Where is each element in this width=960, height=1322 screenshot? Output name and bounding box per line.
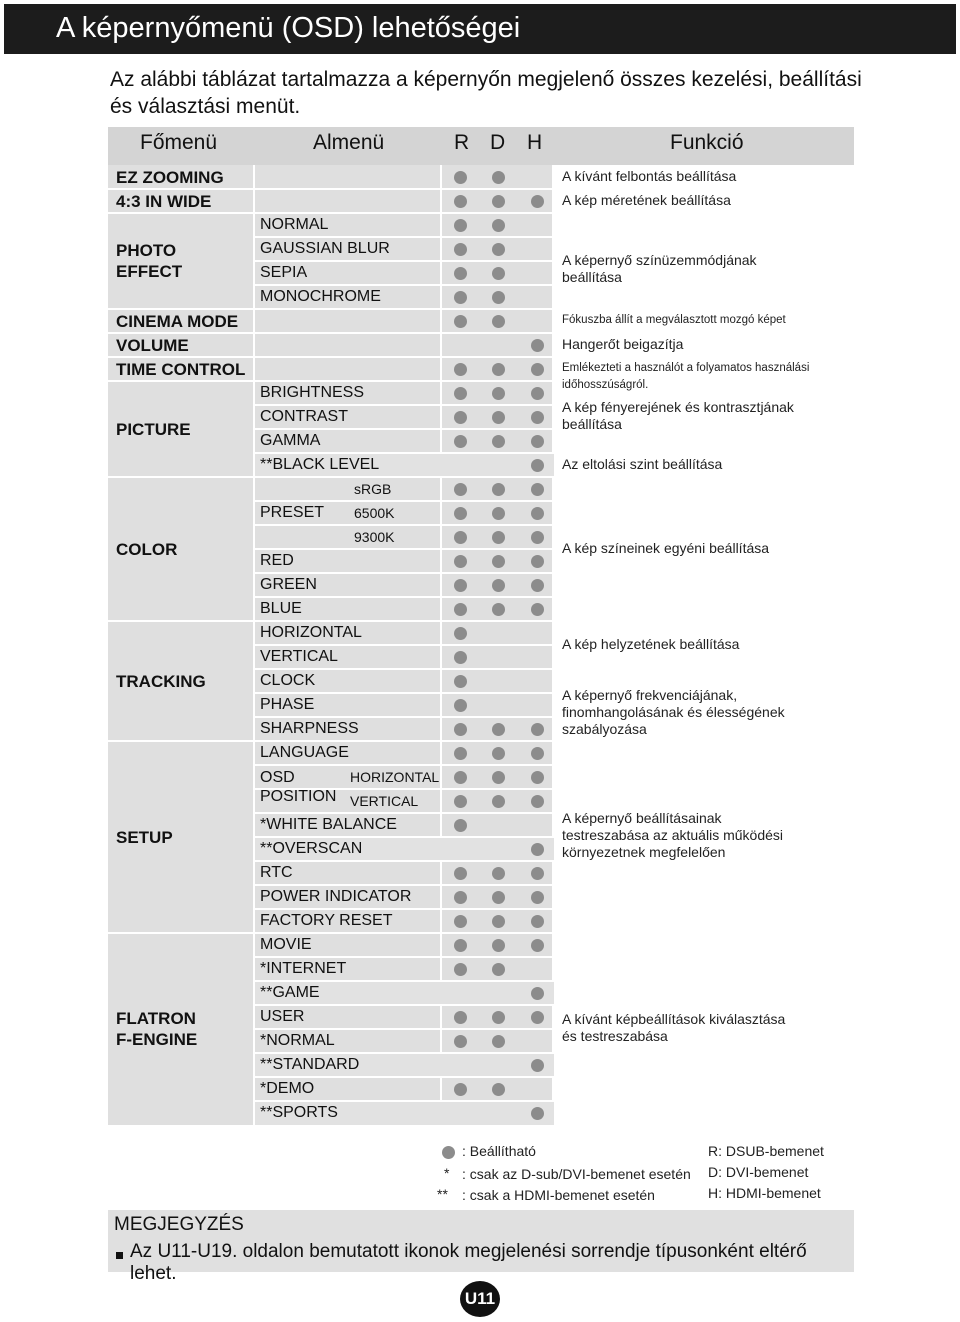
function-description: A kép méretének beállítása	[562, 192, 731, 208]
submenu-item: USER	[260, 1008, 305, 1025]
submenu-item: *DEMO	[260, 1080, 315, 1097]
row-separator	[255, 260, 554, 262]
support-dot-d	[492, 1011, 505, 1024]
legend-h: H: HDMI-bemenet	[708, 1185, 821, 1201]
support-dot-r	[454, 219, 467, 232]
support-dot-d	[492, 891, 505, 904]
osd-table	[108, 127, 854, 1137]
main-menu-item: VOLUME	[116, 335, 189, 355]
row-separator	[255, 596, 554, 598]
row-separator	[255, 620, 554, 622]
support-dot-d	[492, 915, 505, 928]
row-separator	[255, 548, 554, 550]
row-separator	[255, 452, 554, 454]
submenu-item: PHASE	[260, 696, 315, 713]
row-separator	[255, 236, 554, 238]
support-dot-h	[531, 771, 544, 784]
support-dot-r	[454, 267, 467, 280]
submenu-item: *NORMAL	[260, 1032, 335, 1049]
row-separator	[255, 500, 554, 502]
support-dot-r	[454, 651, 467, 664]
support-dot-d	[492, 531, 505, 544]
main-menu-item: CINEMA MODE	[116, 311, 239, 331]
support-dot-r	[454, 555, 467, 568]
page-number-badge: U11	[460, 1281, 500, 1317]
submenu-item: BLUE	[260, 600, 302, 617]
support-dot-r	[454, 195, 467, 208]
function-description: A kép helyzetének beállítása	[562, 636, 740, 652]
support-dot-h	[531, 843, 544, 856]
main-menu-item: COLOR	[116, 539, 178, 559]
bullet-square-icon	[116, 1252, 123, 1259]
submenu-item: GAUSSIAN BLUR	[260, 240, 390, 257]
support-dot-h	[531, 531, 544, 544]
support-dot-r	[454, 747, 467, 760]
group-separator	[108, 212, 255, 214]
support-dot-r	[454, 771, 467, 784]
support-dot-h	[531, 339, 544, 352]
support-dot-d	[492, 219, 505, 232]
support-dot-r	[454, 603, 467, 616]
row-separator	[255, 380, 554, 382]
submenu-item: SEPIA	[260, 264, 308, 281]
legend-d: D: DVI-bemenet	[708, 1164, 809, 1180]
support-dot-h	[531, 435, 544, 448]
title-bar	[4, 4, 956, 54]
support-dot-r	[454, 507, 467, 520]
row-separator	[255, 284, 554, 286]
legend-dstar-symbol: **	[437, 1186, 448, 1202]
main-menu-item: TRACKING	[116, 671, 206, 691]
support-dot-r	[454, 939, 467, 952]
row-separator	[255, 908, 554, 910]
function-description: A képernyő beállításainak testreszabása az aktuális működési környezetnek megfelelően	[562, 810, 783, 860]
function-description: A képernyő színüzemmódjának beállítása	[562, 252, 757, 285]
support-dot-r	[454, 723, 467, 736]
support-dot-r	[454, 291, 467, 304]
row-separator	[255, 740, 554, 742]
header-submenu: Almenü	[313, 131, 385, 154]
submenu-item-preset: PRESET	[260, 504, 325, 521]
row-separator	[255, 860, 554, 862]
submenu-item: VERTICAL	[260, 648, 338, 665]
submenu-item: SHARPNESS	[260, 720, 359, 737]
support-dot-d	[492, 723, 505, 736]
group-separator	[108, 932, 255, 934]
submenu-sub-item: 6500K	[354, 505, 395, 521]
page-title: A képernyőmenü (OSD) lehetőségei	[56, 12, 521, 44]
main-menu-item: SETUP	[116, 827, 173, 847]
support-dot-d	[492, 939, 505, 952]
support-dot-d	[492, 387, 505, 400]
submenu-sub-item: VERTICAL	[350, 793, 419, 809]
legend-star-symbol: *	[444, 1165, 450, 1181]
header-main-menu: Főmenü	[140, 131, 218, 154]
legend-star-text: : csak az D-sub/DVI-bemenet esetén	[462, 1166, 691, 1182]
submenu-item: **OVERSCAN	[260, 840, 363, 857]
row-separator	[255, 980, 554, 982]
support-dot-h	[531, 867, 544, 880]
row-separator	[255, 668, 554, 670]
submenu-item: **SPORTS	[260, 1104, 338, 1121]
support-dot-d	[492, 243, 505, 256]
row-separator	[255, 764, 554, 766]
submenu-item: NORMAL	[260, 216, 329, 233]
support-dot-d	[492, 363, 505, 376]
support-dot-h	[531, 987, 544, 1000]
main-menu-item: PHOTO EFFECT	[116, 241, 183, 281]
submenu-item: MONOCHROME	[260, 288, 381, 305]
support-dot-r	[454, 819, 467, 832]
row-separator	[255, 692, 554, 694]
legend-dstar-text: : csak a HDMI-bemenet esetén	[462, 1187, 655, 1203]
submenu-sub-item: HORIZONTAL	[350, 769, 440, 785]
submenu-item: GREEN	[260, 576, 317, 593]
function-description: A kép fényerejének és kontrasztjának beállítása	[562, 399, 794, 432]
support-dot-h	[531, 603, 544, 616]
support-dot-r	[454, 915, 467, 928]
row-separator	[255, 404, 554, 406]
submenu-sub-item: 9300K	[354, 529, 395, 545]
row-separator	[255, 812, 554, 814]
main-menu-item: 4:3 IN WIDE	[116, 191, 212, 211]
support-dot-r	[454, 963, 467, 976]
main-menu-item: EZ ZOOMING	[116, 167, 224, 187]
support-dot-h	[531, 507, 544, 520]
function-description: Emlékezteti a használót a folyamatos használási időhosszúságról.	[562, 362, 810, 391]
support-dot-d	[492, 195, 505, 208]
function-description: A képernyő frekvenciájának, finomhangolásának és élességének szabályozása	[562, 687, 785, 737]
row-separator	[255, 1004, 554, 1006]
legend-r: R: DSUB-bemenet	[708, 1143, 824, 1159]
row-separator	[255, 1076, 554, 1078]
support-dot-r	[454, 411, 467, 424]
row-separator	[255, 1100, 554, 1102]
legend-dot-text: : Beállítható	[462, 1143, 536, 1159]
group-separator	[108, 476, 255, 478]
submenu-item: HORIZONTAL	[260, 624, 362, 641]
support-dot-d	[492, 579, 505, 592]
submenu-item: RTC	[260, 864, 293, 881]
group-separator	[108, 740, 255, 742]
main-menu-item: FLATRON F-ENGINE	[116, 1009, 198, 1049]
row-separator	[255, 308, 554, 310]
submenu-item: LANGUAGE	[260, 744, 349, 761]
row-separator	[255, 428, 554, 430]
group-separator	[108, 380, 255, 382]
row-separator	[255, 356, 554, 358]
support-dot-r	[454, 795, 467, 808]
support-dot-r	[454, 699, 467, 712]
function-description: Az eltolási szint beállítása	[562, 456, 723, 472]
row-separator	[255, 644, 554, 646]
note-box	[108, 1210, 854, 1284]
support-dot-d	[492, 867, 505, 880]
support-dot-r	[454, 1083, 467, 1096]
submenu-item: **BLACK LEVEL	[260, 456, 380, 473]
support-dot-d	[492, 291, 505, 304]
header-r: R	[454, 131, 470, 154]
support-dot-h	[531, 939, 544, 952]
row-separator	[255, 332, 554, 334]
support-dot-h	[531, 363, 544, 376]
submenu-item: CONTRAST	[260, 408, 348, 425]
support-dot-r	[454, 531, 467, 544]
group-separator	[108, 620, 255, 622]
row-separator	[255, 932, 554, 934]
support-dot-r	[454, 363, 467, 376]
submenu-item: FACTORY RESET	[260, 912, 393, 929]
support-dot-h	[531, 1011, 544, 1024]
support-dot-h	[531, 555, 544, 568]
row-separator	[255, 956, 554, 958]
function-description: A kép színeinek egyéni beállítása	[562, 540, 770, 556]
row-separator	[255, 524, 554, 526]
row-separator	[255, 884, 554, 886]
row-separator	[255, 1028, 554, 1030]
support-dot-d	[492, 483, 505, 496]
support-dot-h	[531, 195, 544, 208]
support-dot-d	[492, 411, 505, 424]
support-dot-r	[454, 435, 467, 448]
support-dot-h	[531, 795, 544, 808]
support-dot-d	[492, 435, 505, 448]
intro-text: Az alábbi táblázat tartalmazza a képernyőn megjelenő összes kezelési, beállítási és választási menüt.	[110, 68, 862, 118]
support-dot-h	[531, 459, 544, 472]
support-dot-r	[454, 867, 467, 880]
support-dot-d	[492, 267, 505, 280]
function-description: A kívánt képbeállítások kiválasztása és testreszabása	[562, 1011, 786, 1044]
support-dot-d	[492, 963, 505, 976]
submenu-item: CLOCK	[260, 672, 316, 689]
support-dot-r	[454, 891, 467, 904]
support-dot-h	[531, 387, 544, 400]
submenu-item: RED	[260, 552, 294, 569]
submenu-item: GAMMA	[260, 432, 321, 449]
main-menu-item: TIME CONTROL	[116, 359, 246, 379]
submenu-item: *INTERNET	[260, 960, 347, 977]
submenu-sub-item: sRGB	[354, 481, 392, 497]
support-dot-r	[454, 387, 467, 400]
support-dot-d	[492, 1083, 505, 1096]
legend-dot-icon	[442, 1146, 455, 1159]
row-separator	[255, 836, 554, 838]
support-dot-h	[531, 1059, 544, 1072]
function-description: Hangerőt beigazítja	[562, 336, 684, 352]
header-h: H	[527, 131, 543, 154]
function-description: Fókuszba állít a megválasztott mozgó képet	[562, 314, 786, 326]
submenu-item-osd-position: OSD POSITION	[260, 769, 337, 805]
row-separator	[255, 1052, 554, 1054]
support-dot-r	[454, 315, 467, 328]
note-heading: MEGJEGYZÉS	[114, 1214, 244, 1235]
row-separator	[255, 188, 554, 190]
support-dot-d	[492, 771, 505, 784]
support-dot-h	[531, 411, 544, 424]
row-separator	[255, 716, 554, 718]
support-dot-d	[492, 555, 505, 568]
support-dot-h	[531, 915, 544, 928]
support-dot-r	[454, 1011, 467, 1024]
support-dot-h	[531, 723, 544, 736]
support-dot-h	[531, 579, 544, 592]
row-separator	[255, 212, 554, 214]
support-dot-r	[454, 1035, 467, 1048]
row-separator	[255, 572, 554, 574]
note-text: Az U11-U19. oldalon bemutatott ikonok megjelenési sorrendje típusonként eltérő lehet.	[130, 1241, 807, 1284]
support-dot-h	[531, 483, 544, 496]
support-dot-r	[454, 243, 467, 256]
support-dot-r	[454, 627, 467, 640]
support-dot-h	[531, 891, 544, 904]
support-dot-h	[531, 747, 544, 760]
support-dot-d	[492, 507, 505, 520]
support-dot-d	[492, 747, 505, 760]
support-dot-r	[454, 579, 467, 592]
support-dot-r	[454, 483, 467, 496]
support-dot-d	[492, 603, 505, 616]
submenu-item: POWER INDICATOR	[260, 888, 412, 905]
support-dot-d	[492, 171, 505, 184]
submenu-item: **STANDARD	[260, 1056, 360, 1073]
support-dot-d	[492, 315, 505, 328]
row-separator	[255, 476, 554, 478]
header-d: D	[490, 131, 506, 154]
submenu-item: BRIGHTNESS	[260, 384, 365, 401]
function-description: A kívánt felbontás beállítása	[562, 168, 737, 184]
support-dot-r	[454, 171, 467, 184]
header-function: Funkció	[670, 131, 744, 154]
support-dot-d	[492, 1035, 505, 1048]
support-dot-r	[454, 675, 467, 688]
submenu-item: MOVIE	[260, 936, 312, 953]
main-menu-item: PICTURE	[116, 419, 191, 439]
support-dot-d	[492, 795, 505, 808]
submenu-item: *WHITE BALANCE	[260, 816, 397, 833]
submenu-item: **GAME	[260, 984, 320, 1001]
support-dot-h	[531, 1107, 544, 1120]
